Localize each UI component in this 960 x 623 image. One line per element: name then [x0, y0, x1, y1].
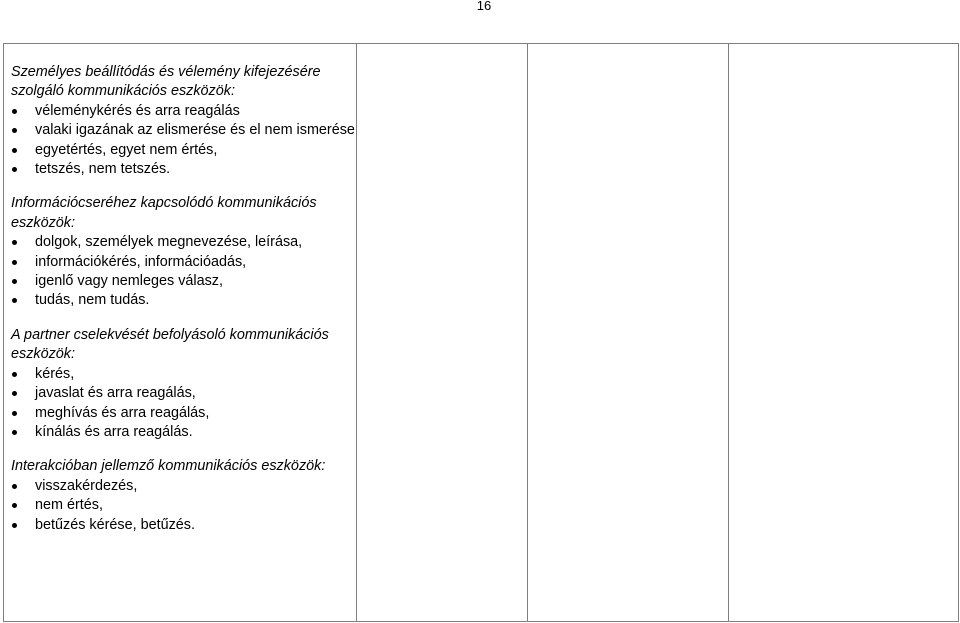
table-cell-content — [4, 44, 357, 622]
list-item — [11, 404, 356, 423]
section-interaction — [11, 457, 356, 535]
section-information-exchange — [11, 194, 356, 310]
list-item — [11, 121, 356, 140]
bullet-icon — [12, 240, 17, 245]
bullet-icon — [12, 430, 17, 435]
list-item-text: dolgok, személyek megnevezése, leírása, — [35, 234, 303, 251]
bullet-icon — [12, 167, 17, 172]
bullet-icon — [12, 298, 17, 303]
list-item-text: tudás, nem tudás. — [35, 292, 150, 309]
section-heading: Interakcióban jellemző kommunikációs eszközök: — [11, 458, 326, 475]
bullet-icon — [12, 503, 17, 508]
bullet-icon — [12, 523, 17, 528]
content-table — [3, 43, 959, 622]
table-cell-empty — [357, 44, 528, 622]
list-item — [11, 291, 356, 310]
bullet-icon — [12, 279, 17, 284]
bullet-icon — [12, 372, 17, 377]
bullet-list — [11, 365, 356, 443]
bullet-list — [11, 102, 356, 180]
bullet-icon — [12, 260, 17, 265]
section-heading: Információcseréhez kapcsolódó kommunikációs eszközök: — [11, 195, 317, 231]
section-heading: Személyes beállítódás és vélemény kifejezésére szolgáló kommunikációs eszközök: — [11, 64, 321, 100]
bullet-icon — [12, 109, 17, 114]
list-item-text: igenlő vagy nemleges válasz, — [35, 273, 223, 290]
list-item-text: kínálás és arra reagálás. — [35, 423, 193, 440]
page-number: 16 — [476, 0, 492, 13]
bullet-icon — [12, 484, 17, 489]
section-personal-opinion — [11, 63, 356, 179]
list-item-text: véleménykérés és arra reagálás — [35, 102, 240, 119]
section-heading: A partner cselekvését befolyásoló kommunikációs eszközök: — [11, 326, 329, 363]
bullet-list — [11, 477, 356, 535]
list-item-text: nem értés, — [35, 497, 103, 514]
list-item-text: visszakérdezés, — [35, 477, 138, 494]
list-item-text: betűzés kérése, betűzés. — [35, 516, 195, 533]
list-item — [11, 253, 356, 272]
list-item — [11, 102, 356, 121]
list-item-text: valaki igazának az elismerése és el nem ismerése — [35, 122, 355, 139]
list-item — [11, 233, 356, 252]
list-item — [11, 516, 356, 535]
section-influencing-partner — [11, 326, 356, 442]
list-item-text: javaslat és arra reagálás, — [35, 385, 196, 402]
table-row — [4, 44, 959, 622]
list-item-text: tetszés, nem tetszés. — [35, 161, 171, 178]
list-item — [11, 365, 356, 384]
table-cell-empty — [729, 44, 959, 622]
list-item-text: meghívás és arra reagálás, — [35, 404, 210, 421]
table-cell-empty — [527, 44, 729, 622]
bullet-list — [11, 233, 356, 311]
bullet-icon — [12, 148, 17, 153]
bullet-icon — [12, 391, 17, 396]
list-item-text: információkérés, információadás, — [35, 253, 247, 270]
bullet-icon — [12, 128, 17, 133]
list-item — [11, 272, 356, 291]
list-item-text: egyetértés, egyet nem értés, — [35, 141, 218, 158]
bullet-icon — [12, 411, 17, 416]
list-item — [11, 477, 356, 496]
list-item — [11, 496, 356, 515]
list-item — [11, 384, 356, 403]
list-item-text: kérés, — [35, 365, 75, 382]
list-item — [11, 423, 356, 442]
list-item — [11, 160, 356, 179]
list-item — [11, 141, 356, 160]
